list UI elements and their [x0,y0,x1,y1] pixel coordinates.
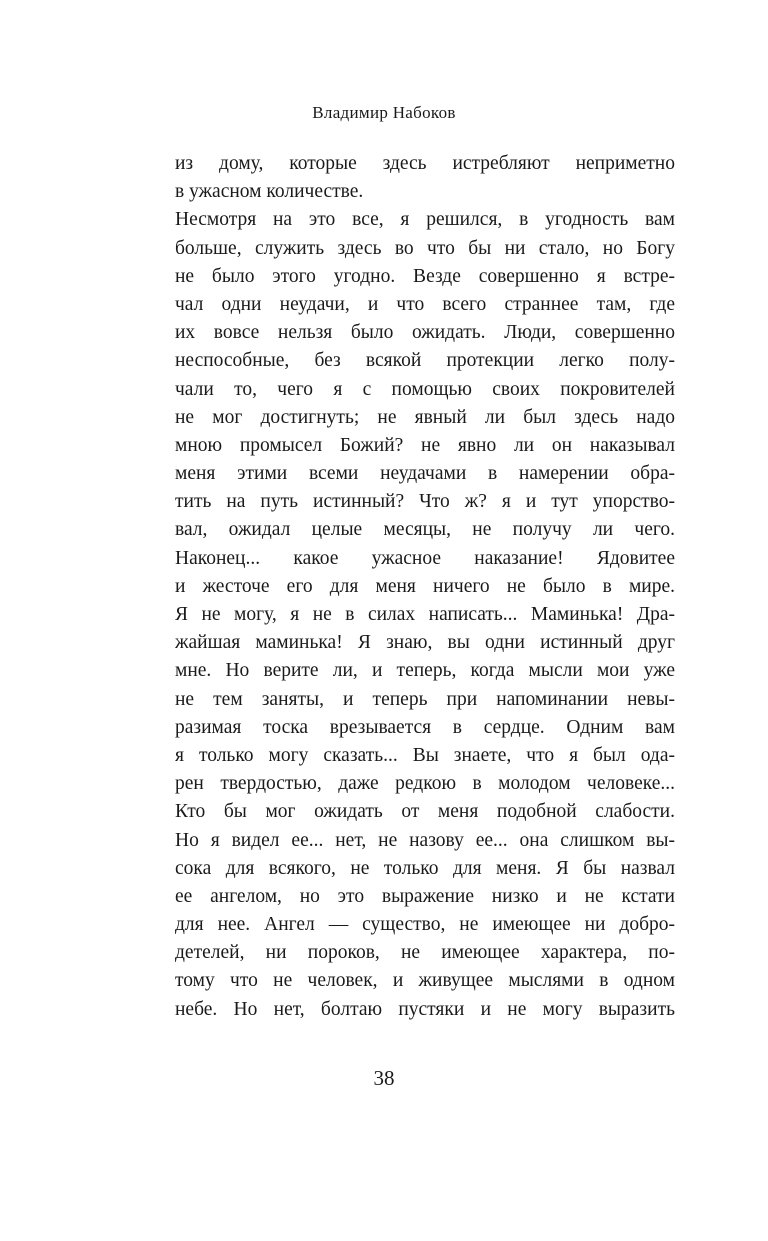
text-line: мне. Но верите ли, и теперь, когда мысли мои уже [175,660,675,682]
text-line: не было этого угодно. Везде совершенно я встре- [175,265,675,287]
text-line: из дому, которые здесь истребляют неприметно [175,153,675,174]
text-line: неспособные, без всякой протекции легко полу- [175,350,675,372]
text-line: меня этими всеми неудачами в намерении обра- [175,463,675,485]
text-line: Кто бы мог ожидать от меня подобной слабости. [175,801,675,823]
text-line: разимая тоска врезывается в сердце. Одним вам [175,716,675,738]
body-text [175,150,675,1024]
text-line: мною промысел Божий? не явно ли он наказывал [175,434,675,456]
running-head: Владимир Набоков [312,103,456,122]
text-line: тить на путь истинный? Что ж? я и тут упорство- [175,491,675,513]
text-line: Я не могу, я не в силах написать... Маминька! Дра- [175,604,675,625]
text-line: ее ангелом, но это выражение низко и не кстати [175,885,675,907]
text-line: я только могу сказать... Вы знаете, что я был ода- [175,744,675,766]
text-line: Несмотря на это все, я решился, в угодность вам [175,209,675,231]
text-line: не мог достигнуть; не явный ли был здесь надо [175,406,675,428]
text-line: тому что не человек, и живущее мыслями в одном [175,970,675,992]
text-line: чали то, чего я с помощью своих покровителей [175,378,675,400]
text-line: небе. Но нет, болтаю пустяки и не могу выразить [175,998,675,1020]
text-line: не тем заняты, и теперь при напоминании невы- [175,688,675,710]
text-line: Наконец... какое ужасное наказание! Ядовитее [175,547,675,569]
text-line: больше, служить здесь во что бы ни стало, но Богу [175,237,675,259]
text-line: для нее. Ангел — существо, не имеющее ни добро- [175,914,675,936]
text-line: рен твердостью, даже редкою в молодом человеке... [175,773,675,795]
page-number: 38 [373,1066,395,1090]
text-line: жайшая маминька! Я знаю, вы одни истинный друг [175,632,675,654]
text-line: детелей, ни пороков, не имеющее характера, по- [175,942,675,964]
text-line: в ужасном количестве. [175,181,364,203]
text-line: Но я видел ее... нет, не назову ее... она слишком вы- [175,829,675,851]
text-line: их вовсе нельзя было ожидать. Люди, совершенно [175,322,675,344]
text-line: вал, ожидал целые месяцы, не получу ли чего. [175,519,675,541]
text-line: сока для всякого, не только для меня. Я бы назвал [175,857,675,879]
text-line: и жесточе его для меня ничего не было в мире. [175,575,675,597]
text-line: чал одни неудачи, и что всего страннее там, где [175,293,675,315]
